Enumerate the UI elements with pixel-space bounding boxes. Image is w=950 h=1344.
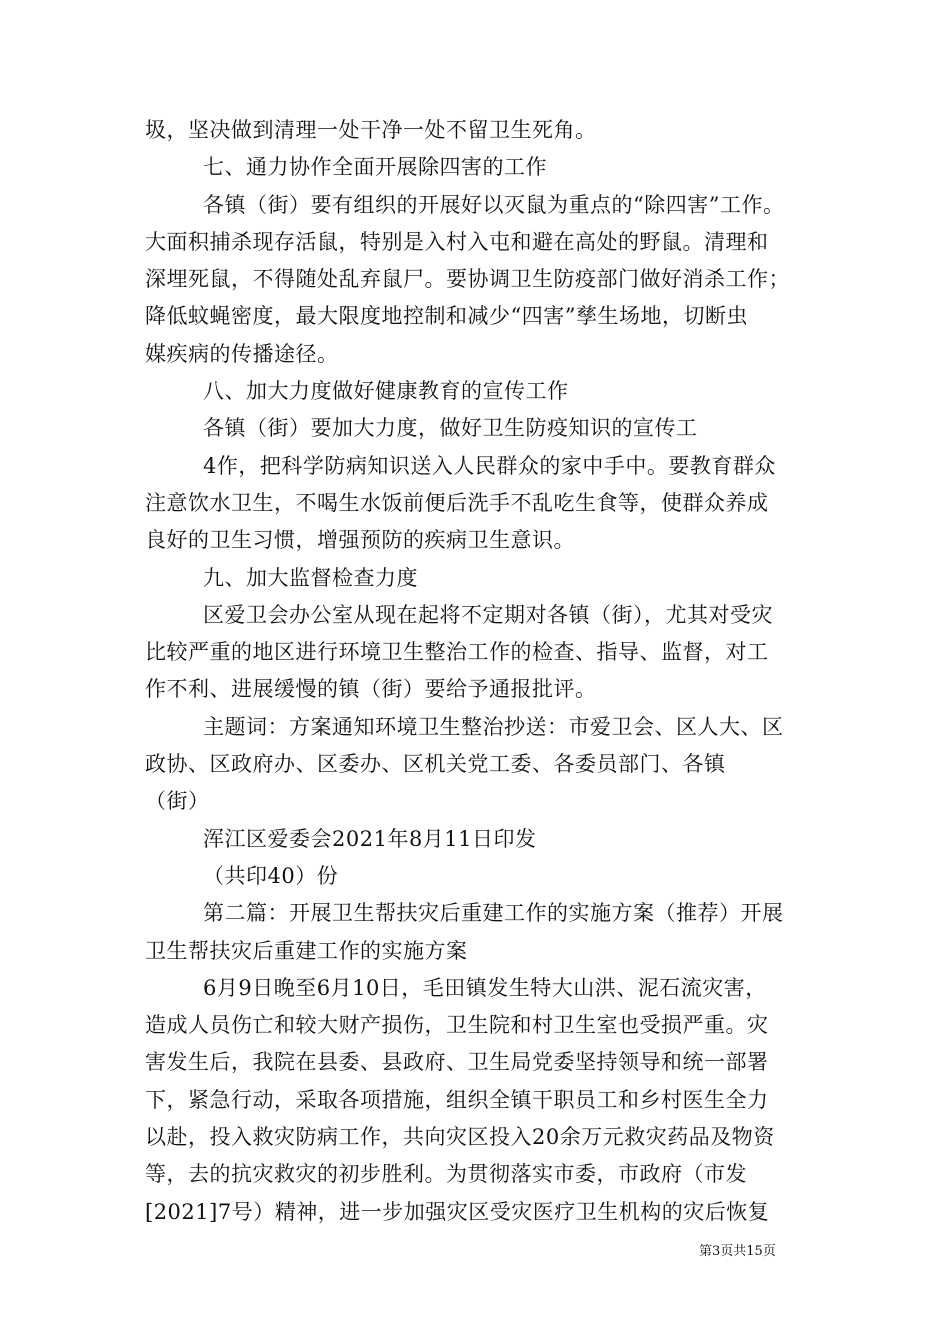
text-line: 比较严重的地区进行环境卫生整治工作的检查、指导、监督，对工 xyxy=(145,640,769,665)
text-line: 下，紧急行动，采取各项措施，组织全镇干职员工和乡村医生全力 xyxy=(145,1087,769,1112)
text-line: [2021]7号）精神，进一步加强灾区受灾医疗卫生机构的灾后恢复 xyxy=(145,1199,770,1224)
copies-line: （共印40）份 xyxy=(203,863,339,888)
text-line: 以赴，投入救灾防病工作，共向灾区投入20余万元救灾药品及物资 xyxy=(145,1125,775,1150)
text-line: 政协、区政府办、区委办、区机关党工委、各委员部门、各镇 xyxy=(145,752,726,777)
chapter-title: 第二篇：开展卫生帮扶灾后重建工作的实施方案（推荐）开展 xyxy=(203,901,784,926)
text-line: 害发生后，我院在县委、县政府、卫生局党委坚持领导和统一部署 xyxy=(145,1050,769,1075)
text-line: 造成人员伤亡和较大财产损伤，卫生院和村卫生室也受损严重。灾 xyxy=(145,1013,769,1038)
keywords-line: 主题词：方案通知环境卫生整治抄送：市爱卫会、区人大、区 xyxy=(203,714,784,739)
body-text xyxy=(145,112,810,1231)
text-line: 良好的卫生习惯，增强预防的疾病卫生意识。 xyxy=(145,528,575,553)
text-line: 各镇（街）要有组织的开展好以灭鼠为重点的“除四害”工作。 xyxy=(203,192,785,217)
text-line: 区爱卫会办公室从现在起将不定期对各镇（街），尤其对受灾 xyxy=(203,602,773,627)
text-line: （街） xyxy=(145,789,210,814)
text-line: 6月9日晚至6月10日，毛田镇发生特大山洪、泥石流灾害， xyxy=(203,975,767,1000)
issuer-line: 浑江区爱委会2021年8月11日印发 xyxy=(203,826,537,851)
text-line: 作不利、进展缓慢的镇（街）要给予通报批评。 xyxy=(145,677,597,702)
text-line: 圾，坚决做到清理一处干净一处不留卫生死角。 xyxy=(145,118,597,142)
text-line: 各镇（街）要加大力度，做好卫生防疫知识的宣传工 xyxy=(203,416,698,441)
text-line: 降低蚊蝇密度，最大限度地控制和减少“四害”孳生场地，切断虫 xyxy=(145,304,748,329)
text-line: 注意饮水卫生，不喝生水饭前便后洗手不乱吃生食等，使群众养成 xyxy=(145,490,769,515)
text-line: 媒疾病的传播途径。 xyxy=(145,341,339,366)
page-number: 第3页共15页 xyxy=(699,1244,776,1259)
section-heading: 九、加大监督检查力度 xyxy=(203,565,418,590)
text-line: 等，去的抗灾救灾的初步胜利。为贯彻落实市委，市政府（市发 xyxy=(145,1162,747,1187)
text-line: 大面积捕杀现存活鼠，特别是入村入屯和避在高处的野鼠。清理和 xyxy=(145,229,769,254)
section-heading: 八、加大力度做好健康教育的宣传工作 xyxy=(203,379,569,404)
text-line: 深埋死鼠，不得随处乱弃鼠尸。要协调卫生防疫部门做好消杀工作； xyxy=(145,267,790,292)
section-heading: 七、通力协作全面开展除四害的工作 xyxy=(203,155,547,180)
chapter-title-cont: 卫生帮扶灾后重建工作的实施方案 xyxy=(145,938,468,963)
text-line: 4作，把科学防病知识送入人民群众的家中手中。要教育群众 xyxy=(203,453,776,478)
